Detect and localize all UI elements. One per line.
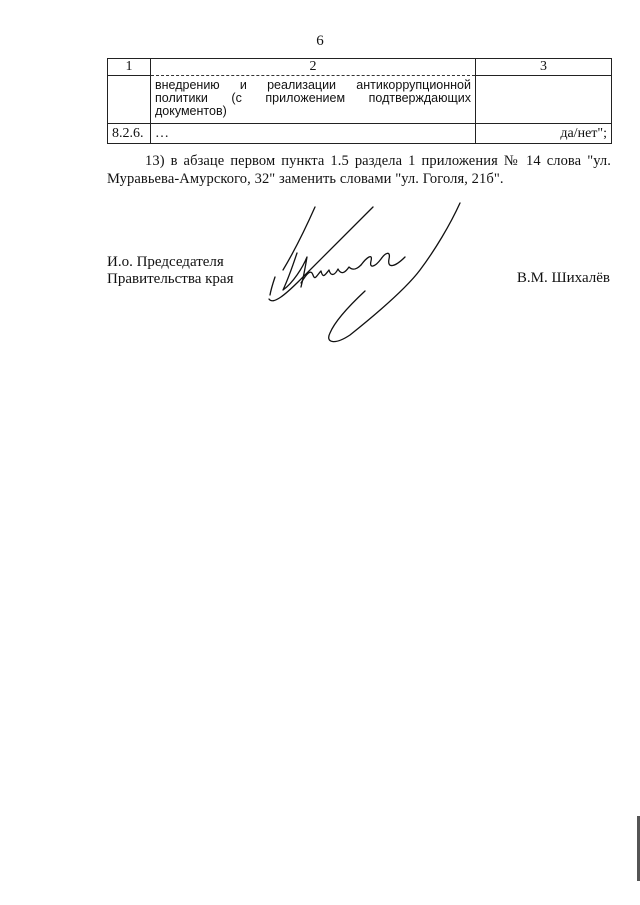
table-header-cell: 2: [151, 59, 476, 76]
table-header-cell: 1: [108, 59, 151, 76]
signature-stroke: [283, 207, 315, 270]
table-cell-text: …: [151, 124, 476, 144]
page-number: 6: [316, 33, 324, 49]
table-header-row: [108, 59, 612, 76]
signer-name: В.М. Шихалёв: [516, 270, 610, 286]
handwritten-signature: [255, 195, 470, 345]
table-header-cell: 3: [476, 59, 612, 76]
signature-stroke: [361, 253, 405, 266]
signature-stroke: [270, 277, 275, 295]
table-cell-value: да/нет";: [476, 124, 612, 144]
table-cell-number: [108, 76, 151, 124]
signer-title-line: И.о. Председателя: [107, 254, 224, 270]
table-cell-number: 8.2.6.: [108, 124, 151, 144]
amendment-table: [107, 58, 612, 144]
amendment-paragraph: 13) в абзаце первом пункта 1.5 раздела 1 приложения № 14 слова "ул. Муравьева-Амурского, 32" заменить словами "ул. Гоголя, 21б".: [107, 153, 611, 187]
signature-stroke: [329, 203, 460, 342]
table-cell-value: [476, 76, 612, 124]
signature-stroke: [301, 265, 361, 283]
signer-title-line: Правительства края: [107, 271, 234, 287]
table-row: [108, 124, 612, 144]
table-row: [108, 76, 612, 124]
table-cell-text: внедрению и реализации антикоррупционной политики (с приложением подтверждающих документов): [151, 76, 476, 124]
signer-title: [107, 254, 234, 288]
